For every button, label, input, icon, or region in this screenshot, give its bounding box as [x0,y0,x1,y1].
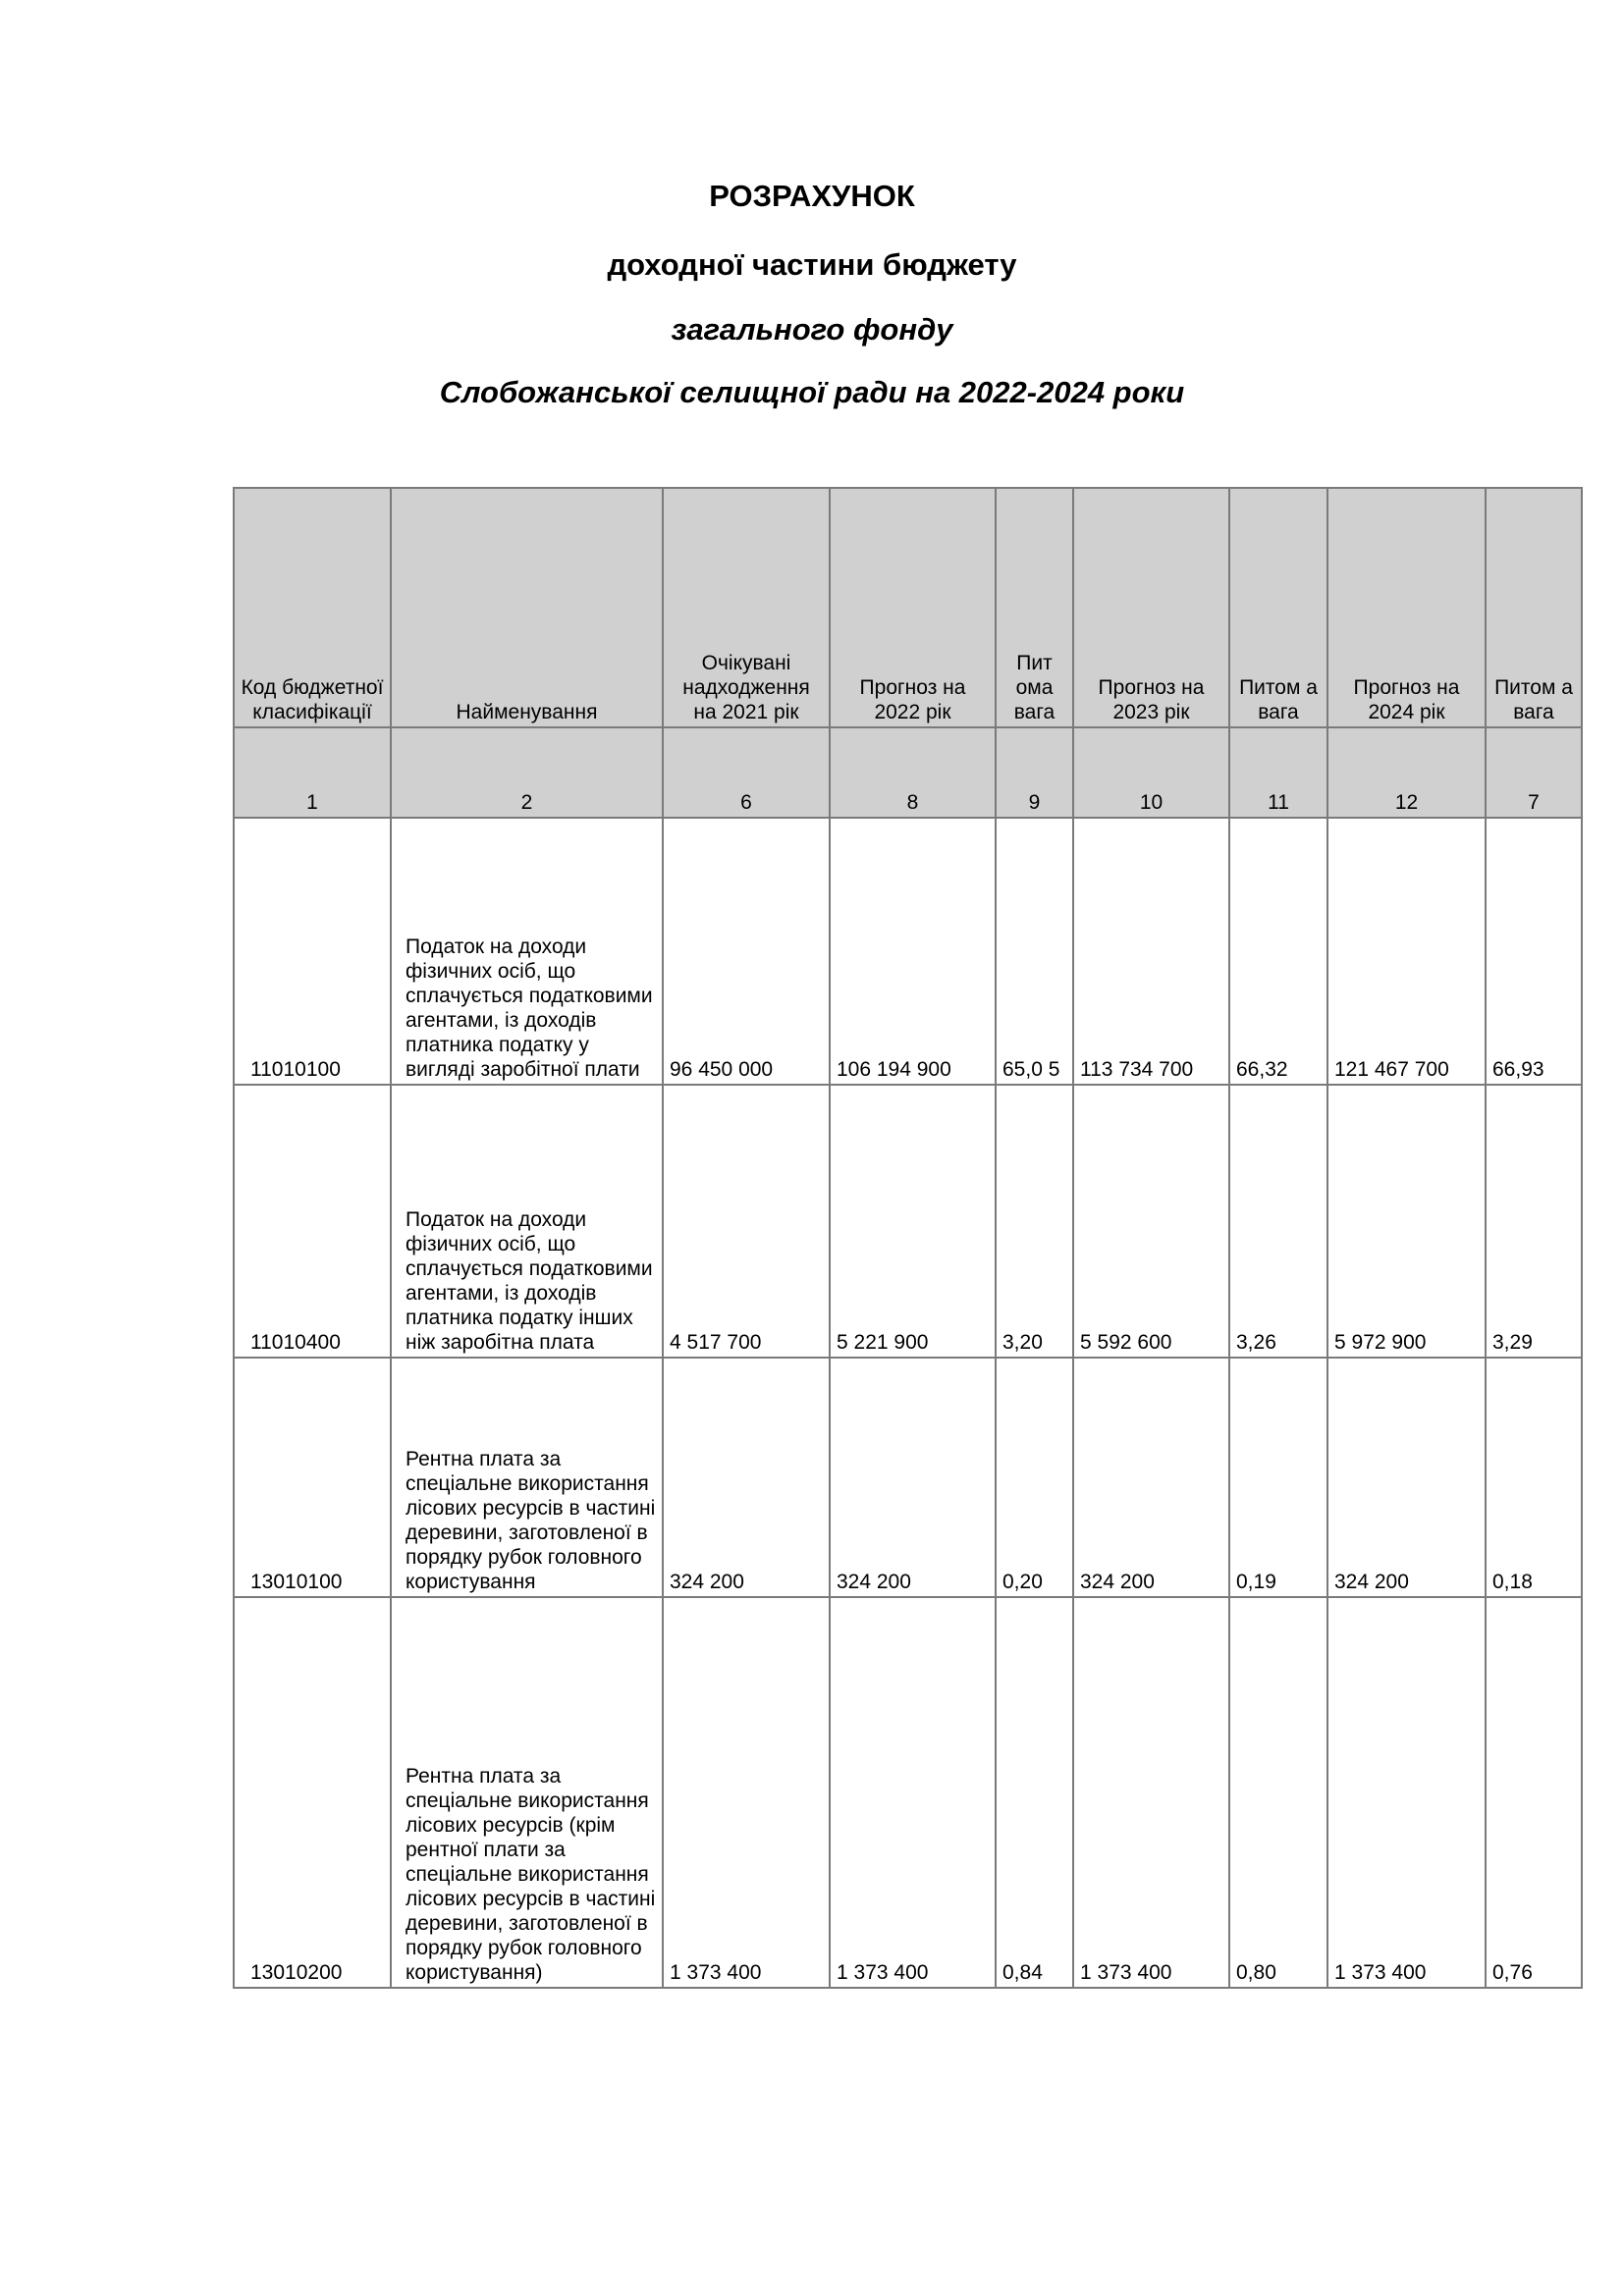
revenue-name: Податок на доходи фізичних осіб, що сплачується податковими агентами, із доходів платника податку інших ніж заробітна плата [391,1085,663,1358]
share-2022: 65,0 5 [996,818,1073,1085]
share-2023: 3,26 [1229,1085,1327,1358]
forecast-2023: 5 592 600 [1073,1085,1229,1358]
budget-code: 11010400 [234,1085,391,1358]
forecast-2023: 1 373 400 [1073,1597,1229,1988]
header-row [234,488,1582,727]
header-cell: Очікувані надходження на 2021 рік [663,488,830,727]
expected-2021: 324 200 [663,1358,830,1597]
forecast-2022: 324 200 [830,1358,996,1597]
header-cell: Прогноз на 2024 рік [1327,488,1486,727]
expected-2021: 1 373 400 [663,1597,830,1988]
table-row [234,1358,1582,1597]
share-2023: 0,19 [1229,1358,1327,1597]
header-cell: Код бюджетної класифікації [234,488,391,727]
budget-table [233,487,1583,1989]
council-period: Слобожанської селищної ради на 2022-2024 роки [439,375,1185,409]
column-number: 9 [996,727,1073,818]
column-number: 7 [1486,727,1582,818]
header-cell: Питом а вага [1486,488,1582,727]
share-2024: 66,93 [1486,818,1582,1085]
budget-code: 11010100 [234,818,391,1085]
forecast-2022: 5 221 900 [830,1085,996,1358]
forecast-2024: 324 200 [1327,1358,1486,1597]
forecast-2024: 5 972 900 [1327,1085,1486,1358]
table-row [234,1085,1582,1358]
expected-2021: 4 517 700 [663,1085,830,1358]
revenue-name: Рентна плата за спеціальне використання лісових ресурсів в частині деревини, заготовленої в порядку рубок головного користування [391,1358,663,1597]
table-row [234,1597,1582,1988]
forecast-2022: 106 194 900 [830,818,996,1085]
revenue-name: Рентна плата за спеціальне використання лісових ресурсів (крім рентної плати за спеціальне використання лісових ресурсів в частині деревини, заготовленої в порядку рубок головного користування) [391,1597,663,1988]
share-2024: 0,76 [1486,1597,1582,1988]
column-number: 2 [391,727,663,818]
forecast-2023: 113 734 700 [1073,818,1229,1085]
fund-name: загального фонду [671,312,953,347]
table-row [234,818,1582,1085]
header-cell: Найменування [391,488,663,727]
header-cell: Прогноз на 2022 рік [830,488,996,727]
forecast-2023: 324 200 [1073,1358,1229,1597]
document-title: РОЗРАХУНОК [709,179,915,213]
share-2024: 3,29 [1486,1085,1582,1358]
column-number: 6 [663,727,830,818]
header-cell: Пит ома вага [996,488,1073,727]
document-subtitle: доходної частини бюджету [607,247,1017,282]
column-number: 1 [234,727,391,818]
revenue-name: Податок на доходи фізичних осіб, що сплачується податковими агентами, із доходів платника податку у вигляді заробітної плати [391,818,663,1085]
header-cell: Прогноз на 2023 рік [1073,488,1229,727]
forecast-2022: 1 373 400 [830,1597,996,1988]
share-2023: 66,32 [1229,818,1327,1085]
share-2022: 0,20 [996,1358,1073,1597]
share-2022: 0,84 [996,1597,1073,1988]
column-number-row [234,727,1582,818]
header-cell: Питом а вага [1229,488,1327,727]
column-number: 11 [1229,727,1327,818]
budget-code: 13010100 [234,1358,391,1597]
share-2024: 0,18 [1486,1358,1582,1597]
forecast-2024: 1 373 400 [1327,1597,1486,1988]
column-number: 8 [830,727,996,818]
expected-2021: 96 450 000 [663,818,830,1085]
budget-code: 13010200 [234,1597,391,1988]
column-number: 10 [1073,727,1229,818]
share-2023: 0,80 [1229,1597,1327,1988]
share-2022: 3,20 [996,1085,1073,1358]
column-number: 12 [1327,727,1486,818]
forecast-2024: 121 467 700 [1327,818,1486,1085]
